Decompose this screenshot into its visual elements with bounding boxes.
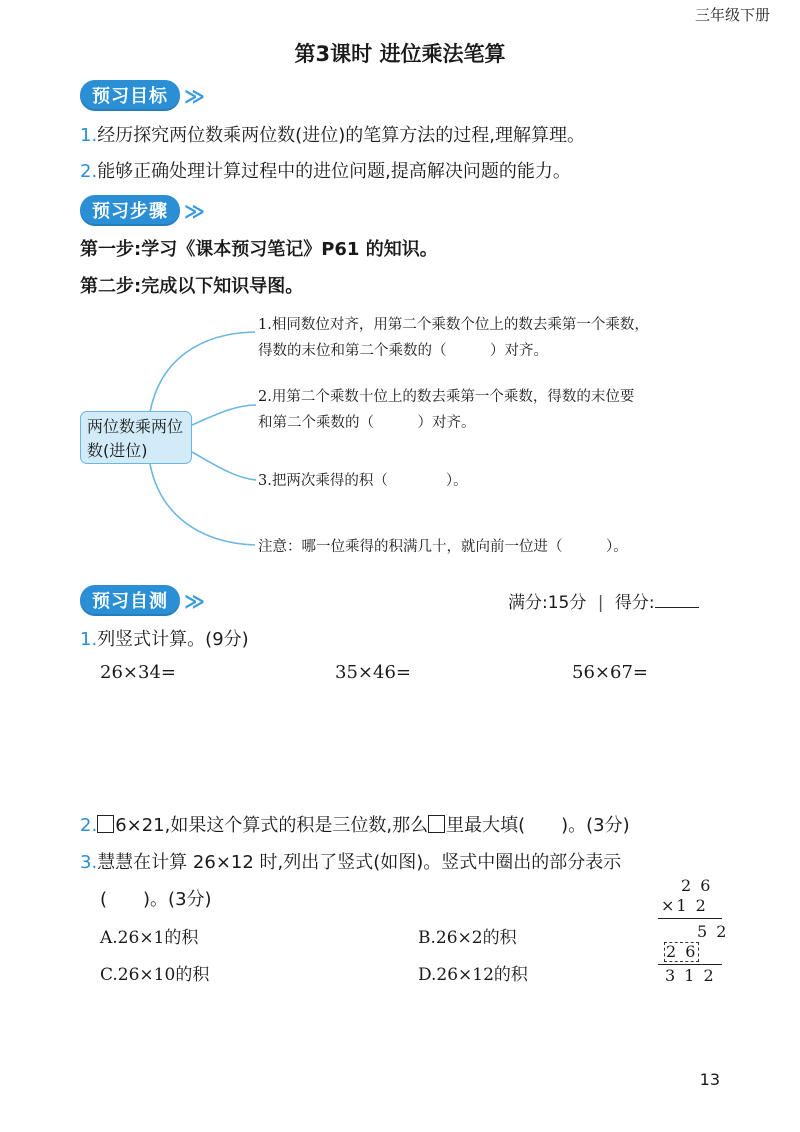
goal-1-text: 经历探究两位数乘两位数(进位)的笔算方法的过程,理解算理。	[97, 125, 585, 146]
vcalc-row-3: 5 2	[697, 922, 729, 941]
q3-option-a[interactable]: A.26×1的积	[100, 928, 199, 948]
mindmap-center-line-2: 数(进位)	[87, 441, 148, 460]
goal-2-number: 2.	[80, 161, 98, 182]
page-number: 13	[699, 1070, 720, 1089]
question-1	[80, 625, 249, 651]
goal-1-number: 1.	[80, 125, 98, 146]
q2-text-2: 里最大填( )。(3分)	[446, 815, 630, 836]
q3-option-c[interactable]: C.26×10的积	[100, 965, 210, 985]
section-steps-pill: 预习步骤	[80, 195, 180, 226]
vertical-calculation	[650, 876, 730, 986]
q2-number: 2.	[80, 815, 98, 836]
q1-expr-1: 26×34=	[100, 662, 176, 683]
score-blank[interactable]	[655, 591, 699, 608]
question-2	[80, 811, 630, 837]
branch-2-line-1: 2.用第二个乘数十位上的数去乘第一个乘数，得数的末位要	[258, 389, 635, 405]
mindmap-center-line-1: 两位数乘两位	[87, 417, 184, 436]
score-separator: |	[597, 593, 604, 613]
vcalc-row-4-circled: 2 6	[666, 942, 698, 961]
q1-number: 1.	[80, 629, 98, 650]
blank-box[interactable]	[428, 815, 445, 833]
mindmap-branch-1	[258, 312, 649, 364]
vcalc-row-2: ×1 2	[661, 896, 708, 915]
q2-text: 6×21,如果这个算式的积是三位数,那么	[115, 815, 429, 836]
goal-2-text: 能够正确处理计算过程中的进位问题,提高解决问题的能力。	[97, 161, 571, 182]
q3-text: 慧慧在计算 26×12 时,列出了竖式(如图)。竖式中圈出的部分表示	[97, 852, 622, 873]
full-score: 满分:15分	[508, 593, 587, 613]
mindmap-branch-2	[258, 384, 634, 436]
chevron-right-icon: ≫	[184, 198, 199, 223]
connector-branch-2	[192, 405, 256, 425]
mindmap-center-node	[80, 411, 192, 464]
step-1: 第一步:学习《课本预习笔记》P61 的知识。	[80, 239, 438, 260]
vcalc-row-5: 3 1 2	[665, 966, 716, 985]
grade-label: 三年级下册	[694, 6, 770, 24]
vcalc-rule-2	[658, 964, 722, 965]
branch-2-line-2: 和第二个乘数的（ ）对齐。	[258, 415, 476, 431]
branch-1-line-1: 1.相同数位对齐，用第二个乘数个位上的数去乘第一个乘数，	[258, 317, 649, 333]
section-goals-pill: 预习目标	[80, 80, 180, 111]
connector-branch-3	[192, 452, 256, 480]
q3-option-d[interactable]: D.26×12的积	[418, 965, 528, 985]
q3-option-b[interactable]: B.26×2的积	[418, 928, 517, 948]
q3-text-2: ( )。(3分)	[100, 889, 212, 910]
chevron-right-icon: ≫	[184, 83, 199, 108]
page-title: 第3课时 进位乘法笔算	[294, 42, 506, 66]
vcalc-row-1: 2 6	[681, 876, 713, 895]
step-2: 第二步:完成以下知识导图。	[80, 276, 304, 297]
q1-expr-3: 56×67=	[572, 662, 648, 683]
chevron-right-icon: ≫	[184, 588, 199, 613]
connector-branch-1	[150, 332, 255, 412]
q1-expr-2: 35×46=	[335, 662, 411, 683]
blank-box[interactable]	[97, 815, 114, 833]
q1-text: 列竖式计算。(9分)	[97, 629, 249, 650]
mindmap-note: 注意：哪一位乘得的积满几十，就向前一位进（ ）。	[258, 539, 628, 555]
section-test-header	[80, 585, 199, 616]
score-box	[508, 588, 699, 613]
q3-number: 3.	[80, 852, 98, 873]
vcalc-rule-1	[658, 918, 722, 919]
branch-1-line-2: 得数的末位和第二个乘数的（ ）对齐。	[258, 343, 548, 359]
got-score-label: 得分:	[614, 593, 655, 613]
mindmap-branch-3: 3.把两次乘得的积（ ）。	[258, 473, 468, 489]
section-test-pill: 预习自测	[80, 585, 180, 616]
question-3	[80, 848, 621, 874]
